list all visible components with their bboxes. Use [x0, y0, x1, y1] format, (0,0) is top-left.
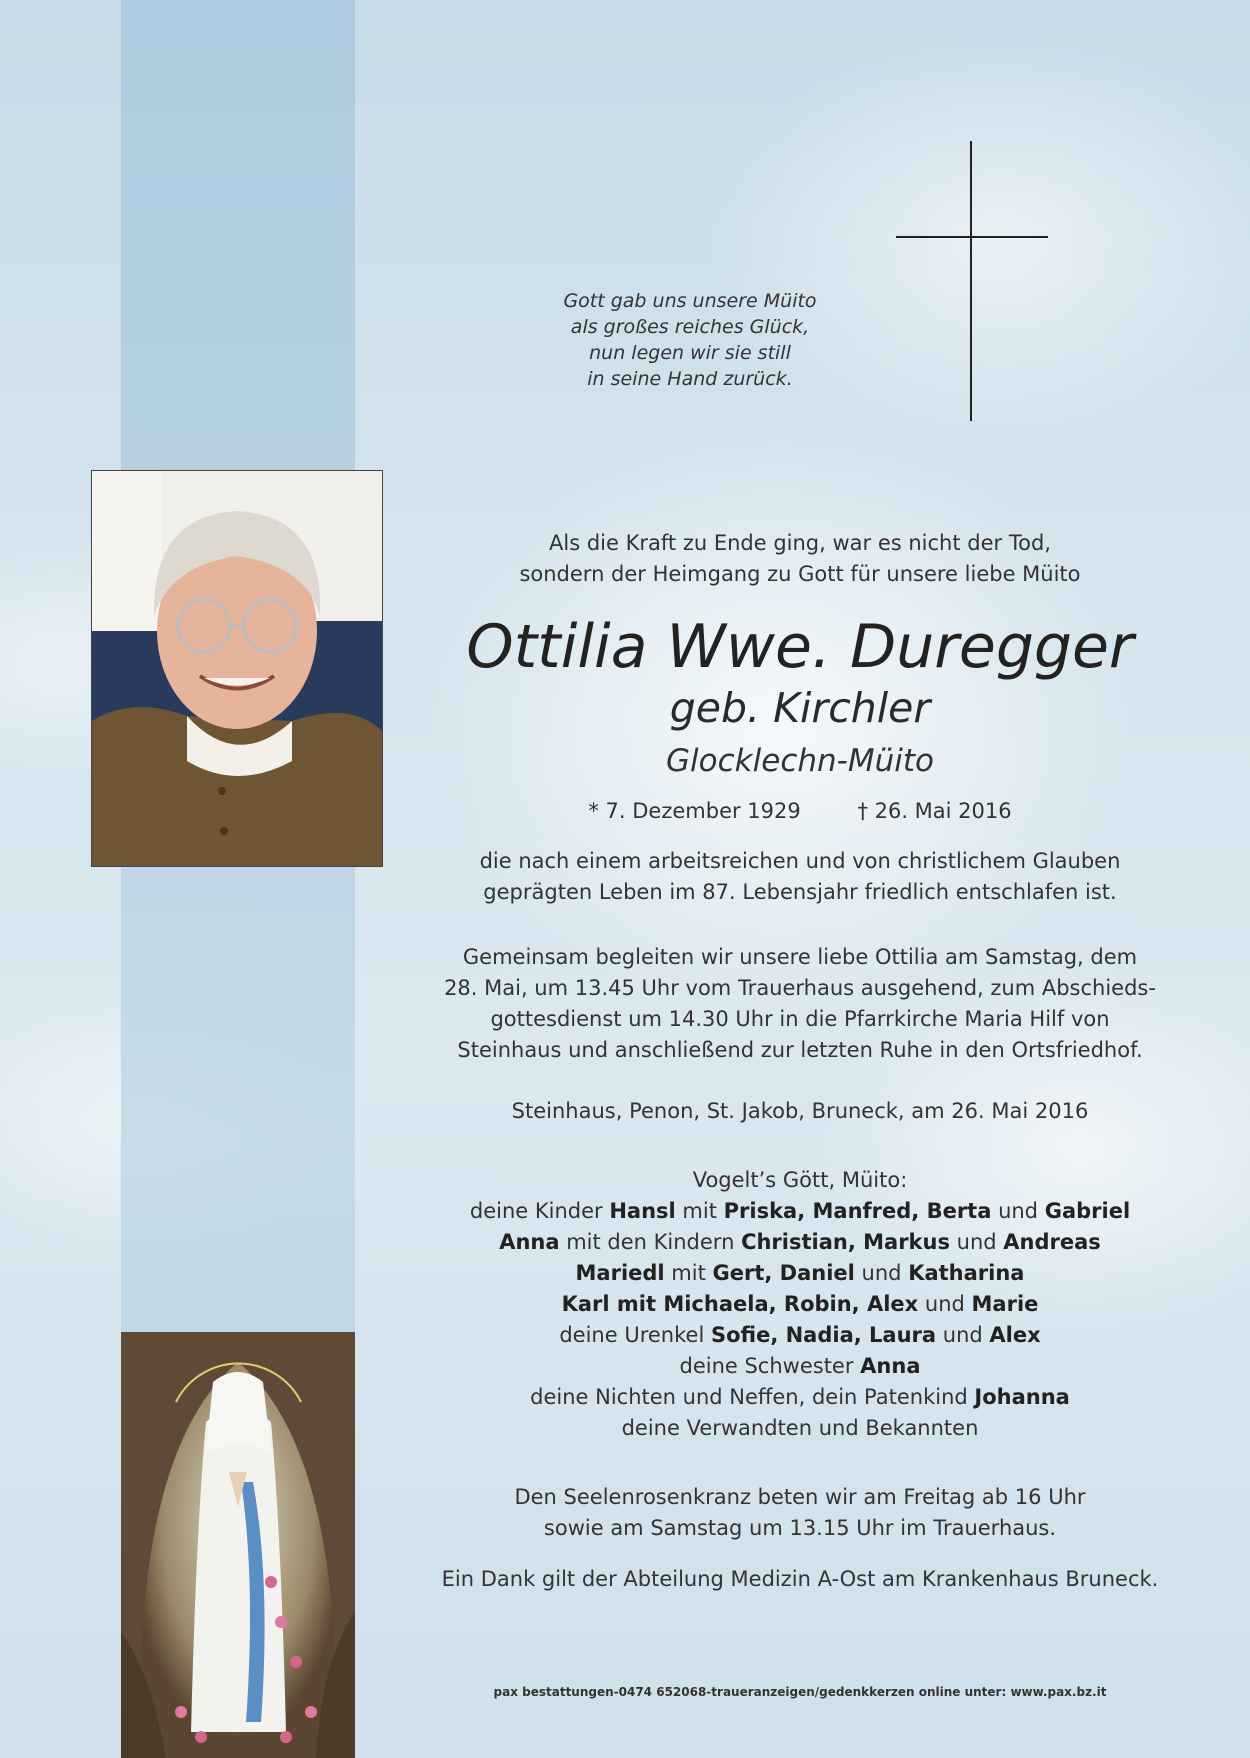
mourner-name: Alex — [989, 1323, 1041, 1347]
mourner-name: Mariedl — [575, 1261, 665, 1285]
madonna-illustration — [121, 1332, 355, 1758]
intro-text — [440, 528, 1160, 590]
birth-date: * 7. Dezember 1929 — [588, 799, 801, 823]
memorial-quote — [520, 288, 860, 392]
mourner-text: deine Schwester — [679, 1354, 861, 1378]
funeral-line: Steinhaus und anschließend zur letzten Ruhe in den Ortsfriedhof. — [457, 1038, 1143, 1062]
mourner-text: mit — [675, 1199, 724, 1223]
mourner-line — [440, 1227, 1160, 1258]
portrait-illustration — [92, 471, 382, 866]
mourner-line — [440, 1413, 1160, 1444]
rosary-line: sowie am Samstag um 13.15 Uhr im Trauerhaus. — [543, 1516, 1057, 1540]
mourner-line — [440, 1320, 1160, 1351]
funeral-line: gottesdienst um 14.30 Uhr in die Pfarrkirche Maria Hilf von — [490, 1007, 1110, 1031]
place-date — [440, 1096, 1160, 1127]
mourner-text: deine Urenkel — [559, 1323, 711, 1347]
mourners-heading: Vogelt’s Gött, Müito: — [692, 1168, 908, 1192]
mourner-name: Anna — [860, 1354, 921, 1378]
madonna-image — [121, 1332, 355, 1758]
mourner-name: Andreas — [1003, 1230, 1101, 1254]
mourner-line — [440, 1382, 1160, 1413]
death-date: † 26. Mai 2016 — [857, 799, 1012, 823]
mourner-text: und — [936, 1323, 990, 1347]
mourner-name: Gert, Daniel — [712, 1261, 855, 1285]
mourner-lines — [440, 1196, 1160, 1444]
mourner-text: mit den Kindern — [559, 1230, 742, 1254]
mourner-line — [440, 1289, 1160, 1320]
footer-credit: pax bestattungen-0474 652068-traueranzeigen/gedenkkerzen online unter: www.pax.bz.it — [493, 1685, 1107, 1699]
mourner-name: Katharina — [908, 1261, 1025, 1285]
portrait-photo — [91, 470, 383, 867]
main-text — [440, 528, 1160, 1595]
mourner-line — [440, 1196, 1160, 1227]
mourner-name: Marie — [971, 1292, 1039, 1316]
mourner-text: mit — [664, 1261, 713, 1285]
quote-line: nun legen wir sie still — [589, 342, 791, 364]
life-text — [440, 846, 1160, 908]
life-line: geprägten Leben im 87. Lebensjahr friedlich entschlafen ist. — [483, 880, 1117, 904]
mourner-name: Gabriel — [1044, 1199, 1131, 1223]
mourner-text: und — [918, 1292, 972, 1316]
mourner-line — [440, 1351, 1160, 1382]
rosary-line: Den Seelenrosenkranz beten wir am Freitag ab 16 Uhr — [514, 1485, 1086, 1509]
rosary-text — [440, 1482, 1160, 1544]
mourner-name: Sofie, Nadia, Laura — [710, 1323, 937, 1347]
mourner-line — [440, 1258, 1160, 1289]
quote-line: Gott gab uns unsere Müito — [563, 290, 817, 312]
maiden-name: geb. Kirchler — [669, 684, 931, 732]
thanks-line: Ein Dank gilt der Abteilung Medizin A-Ost am Krankenhaus Bruneck. — [441, 1567, 1159, 1591]
mourners-list — [440, 1165, 1160, 1444]
life-dates — [440, 796, 1160, 826]
mourner-text: und — [991, 1199, 1045, 1223]
place-date-line: Steinhaus, Penon, St. Jakob, Bruneck, am 26. Mai 2016 — [511, 1099, 1089, 1123]
cross-vertical-bar — [970, 141, 972, 421]
mourner-name: Hansl — [609, 1199, 676, 1223]
mourner-text: deine Kinder — [469, 1199, 610, 1223]
mourner-name: Christian, Markus — [741, 1230, 950, 1254]
mourner-name: Karl mit Michaela, Robin, Alex — [561, 1292, 919, 1316]
nickname: Glocklechn-Müito — [666, 743, 934, 779]
mourner-name: Priska, Manfred, Berta — [723, 1199, 992, 1223]
cross-horizontal-bar — [896, 236, 1048, 238]
mourner-name: Johanna — [974, 1385, 1070, 1409]
thanks-text — [440, 1564, 1160, 1595]
intro-line: Als die Kraft zu Ende ging, war es nicht der Tod, — [549, 531, 1051, 555]
mourner-text: und — [949, 1230, 1004, 1254]
funeral-line: 28. Mai, um 13.45 Uhr vom Trauerhaus ausgehend, zum Abschieds- — [444, 976, 1156, 1000]
mourner-text: deine Nichten und Neffen, dein Patenkind — [530, 1385, 975, 1409]
mourner-name: Anna — [499, 1230, 560, 1254]
intro-line: sondern der Heimgang zu Gott für unsere liebe Müito — [519, 562, 1081, 586]
mourner-text: und — [854, 1261, 909, 1285]
mourner-text: deine Verwandten und Bekannten — [621, 1416, 979, 1440]
funeral-line: Gemeinsam begleiten wir unsere liebe Ottilia am Samstag, dem — [462, 945, 1138, 969]
quote-line: in seine Hand zurück. — [587, 368, 793, 390]
deceased-name: Ottilia Wwe. Duregger — [466, 612, 1134, 682]
life-line: die nach einem arbeitsreichen und von christlichem Glauben — [479, 849, 1121, 873]
funeral-text — [440, 942, 1160, 1066]
quote-line: als großes reiches Glück, — [570, 316, 810, 338]
